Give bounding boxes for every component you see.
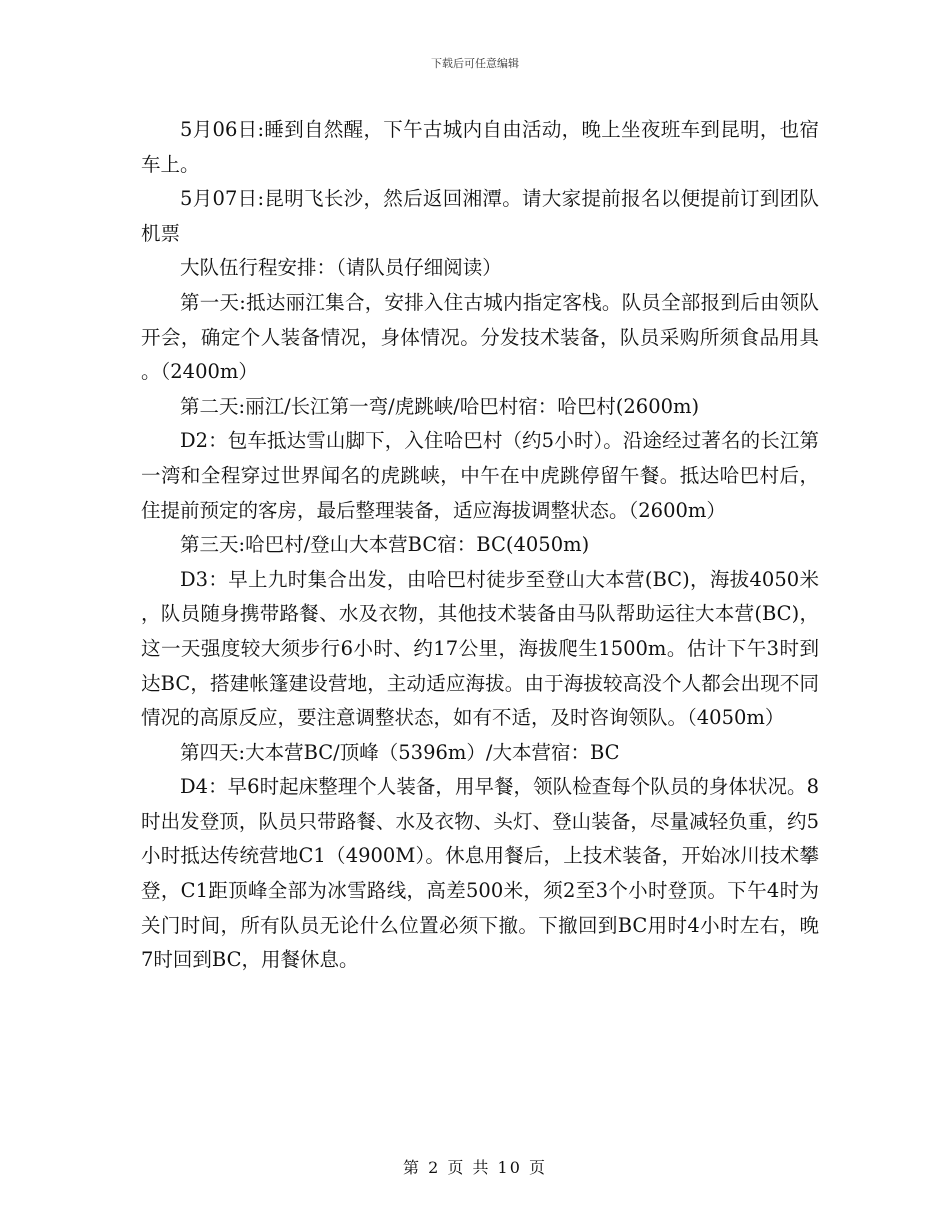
paragraph: 第二天:丽江/长江第一弯/虎跳峡/哈巴村宿：哈巴村(2600m) [180,394,700,418]
paragraph: 5月07日:昆明飞长沙，然后返回湘潭。请大家提前报名以便提前订到团队机票 [141,187,819,245]
paragraph: D4：早6时起床整理个人装备，用早餐，领队检查每个队员的身体状况。8时出发登顶，队员只带路餐、水及衣物、头灯、登山装备，尽量减轻负重，约5小时抵达传统营地C1（4900M）。休息用餐后，上技术装备，开始冰川技术攀登，C1距顶峰全部为冰雪路线，高差500米，须2至3个小时登顶。下午4时为关门时间，所有队员无论什么位置必须下撤。下撤回到BC用时4小时左右，晚7时回到BC，用餐休息。 [141,775,819,972]
paragraph: D3：早上九时集合出发，由哈巴村徒步至登山大本营(BC)，海拔4050米，队员随身携带路餐、水及衣物，其他技术装备由马队帮助运往大本营(BC)，这一天强度较大须步行6小时、约17公里，海拔爬生1500m。估计下午3时到达BC，搭建帐篷建设营地，主动适应海拔。由于海拔较高没个人都会出现不同情况的高原反应，要注意调整状态，如有不适，及时咨询领队。（4050m） [141,567,819,730]
page-footer: 第 2 页 共 10 页 [403,1158,547,1177]
paragraph: D2：包车抵达雪山脚下，入住哈巴村（约5小时）。沿途经过著名的长江第一湾和全程穿过世界闻名的虎跳峡，中午在中虎跳停留午餐。抵达哈巴村后，住提前预定的客房，最后整理装备，适应海拔调整状态。（2600m） [141,429,819,522]
page-header: 下载后可任意编辑 [431,57,519,70]
paragraph: 第四天:大本营BC/顶峰（5396m）/大本营宿：BC [180,740,620,764]
paragraph: 大队伍行程安排：（请队员仔细阅读） [180,256,502,280]
paragraph: 5月06日:睡到自然醒，下午古城内自由活动，晚上坐夜班车到昆明，也宿车上。 [141,118,819,176]
paragraph: 第三天:哈巴村/登山大本营BC宿：BC(4050m) [180,533,590,557]
document-body [141,113,819,978]
paragraph: 第一天:抵达丽江集合，安排入住古城内指定客栈。队员全部报到后由领队开会，确定个人装备情况，身体情况。分发技术装备，队员采购所须食品用具。（2400m） [141,290,819,384]
